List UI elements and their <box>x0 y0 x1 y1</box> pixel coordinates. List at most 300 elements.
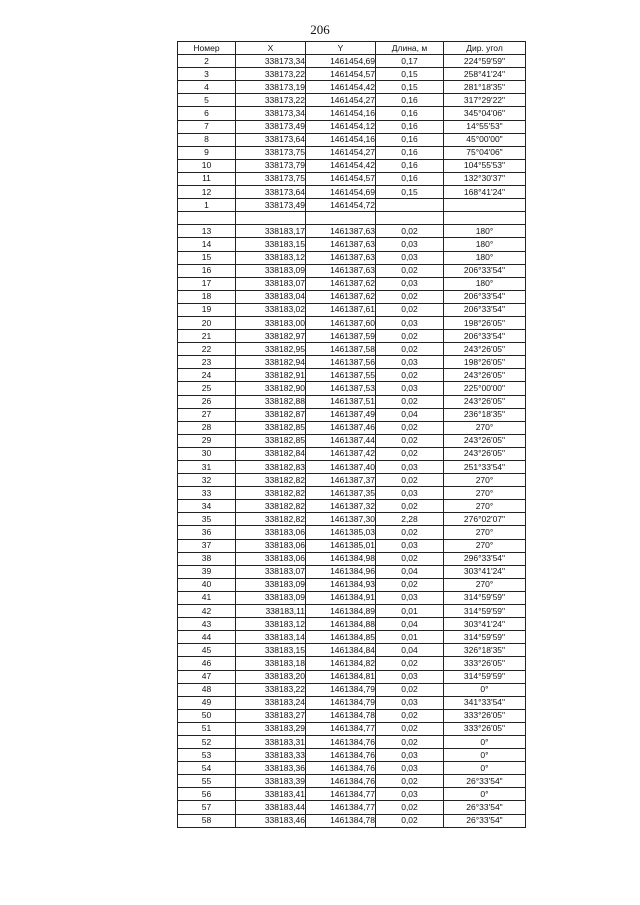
cell-y: 1461384,79 <box>306 696 376 709</box>
cell-x: 338183,07 <box>236 565 306 578</box>
cell-y: 1461387,40 <box>306 461 376 474</box>
cell-y: 1461384,77 <box>306 801 376 814</box>
cell-length: 0,02 <box>376 421 444 434</box>
cell-length: 0,16 <box>376 172 444 185</box>
table-row <box>178 172 526 185</box>
cell-x: 338183,41 <box>236 788 306 801</box>
cell-angle: 0° <box>444 735 526 748</box>
header-row <box>178 42 526 55</box>
cell-number: 8 <box>178 133 236 146</box>
cell-x <box>236 212 306 225</box>
cell-length: 0,01 <box>376 605 444 618</box>
cell-number: 4 <box>178 81 236 94</box>
cell-length: 0,02 <box>376 264 444 277</box>
cell-angle: 281°18'35" <box>444 81 526 94</box>
cell-x: 338183,09 <box>236 591 306 604</box>
cell-number: 24 <box>178 369 236 382</box>
cell-number: 51 <box>178 722 236 735</box>
cell-y: 1461384,77 <box>306 722 376 735</box>
table-row <box>178 605 526 618</box>
cell-y: 1461454,69 <box>306 55 376 68</box>
cell-angle: 45°00'00" <box>444 133 526 146</box>
cell-length: 0,03 <box>376 238 444 251</box>
cell-y: 1461454,16 <box>306 107 376 120</box>
cell-number: 45 <box>178 644 236 657</box>
table-row <box>178 199 526 212</box>
cell-number: 2 <box>178 55 236 68</box>
table-row <box>178 526 526 539</box>
cell-length: 0,02 <box>376 722 444 735</box>
cell-x: 338183,18 <box>236 657 306 670</box>
cell-angle: 333°26'05" <box>444 657 526 670</box>
cell-y: 1461384,76 <box>306 749 376 762</box>
table-row <box>178 801 526 814</box>
table-row <box>178 565 526 578</box>
cell-number: 1 <box>178 199 236 212</box>
table-row <box>178 408 526 421</box>
cell-y: 1461384,79 <box>306 683 376 696</box>
table-row <box>178 356 526 369</box>
cell-number: 41 <box>178 591 236 604</box>
cell-length: 0,03 <box>376 749 444 762</box>
cell-length: 0,03 <box>376 382 444 395</box>
cell-y: 1461384,91 <box>306 591 376 604</box>
cell-x: 338182,88 <box>236 395 306 408</box>
cell-length: 0,02 <box>376 447 444 460</box>
cell-number: 32 <box>178 474 236 487</box>
cell-angle: 276°02'07" <box>444 513 526 526</box>
cell-angle: 75°04'06" <box>444 146 526 159</box>
table-row <box>178 277 526 290</box>
cell-y: 1461454,57 <box>306 68 376 81</box>
cell-x: 338183,09 <box>236 264 306 277</box>
cell-y: 1461387,56 <box>306 356 376 369</box>
cell-number: 13 <box>178 225 236 238</box>
cell-x: 338183,36 <box>236 762 306 775</box>
cell-number: 6 <box>178 107 236 120</box>
cell-number <box>178 212 236 225</box>
table-row <box>178 762 526 775</box>
cell-angle: 317°29'22" <box>444 94 526 107</box>
cell-length: 0,16 <box>376 94 444 107</box>
table-row <box>178 316 526 329</box>
cell-x: 338182,82 <box>236 500 306 513</box>
cell-length: 0,02 <box>376 474 444 487</box>
cell-number: 31 <box>178 461 236 474</box>
cell-number: 19 <box>178 303 236 316</box>
cell-y: 1461387,30 <box>306 513 376 526</box>
cell-number: 14 <box>178 238 236 251</box>
cell-length: 0,02 <box>376 552 444 565</box>
cell-length: 0,02 <box>376 343 444 356</box>
header-y: Y <box>306 42 376 55</box>
cell-x: 338173,79 <box>236 159 306 172</box>
cell-angle: 270° <box>444 500 526 513</box>
cell-y: 1461454,27 <box>306 146 376 159</box>
cell-number: 29 <box>178 434 236 447</box>
cell-y: 1461387,42 <box>306 447 376 460</box>
cell-angle <box>444 199 526 212</box>
cell-length: 0,02 <box>376 578 444 591</box>
cell-x: 338183,06 <box>236 526 306 539</box>
cell-angle: 198°26'05" <box>444 316 526 329</box>
cell-y: 1461387,63 <box>306 251 376 264</box>
table-row <box>178 670 526 683</box>
table-row <box>178 749 526 762</box>
cell-y: 1461454,27 <box>306 94 376 107</box>
cell-y: 1461384,98 <box>306 552 376 565</box>
header-x: X <box>236 42 306 55</box>
cell-x: 338182,95 <box>236 343 306 356</box>
cell-x: 338182,82 <box>236 487 306 500</box>
table-row <box>178 552 526 565</box>
table-row <box>178 303 526 316</box>
cell-y: 1461384,76 <box>306 775 376 788</box>
cell-length: 0,16 <box>376 133 444 146</box>
cell-y: 1461387,44 <box>306 434 376 447</box>
table-row <box>178 631 526 644</box>
cell-x: 338183,27 <box>236 709 306 722</box>
cell-number: 34 <box>178 500 236 513</box>
table-row <box>178 395 526 408</box>
cell-length: 0,02 <box>376 330 444 343</box>
cell-number: 12 <box>178 186 236 199</box>
cell-length: 0,16 <box>376 146 444 159</box>
cell-y: 1461384,88 <box>306 618 376 631</box>
cell-y: 1461384,76 <box>306 762 376 775</box>
cell-number: 5 <box>178 94 236 107</box>
cell-length: 0,03 <box>376 487 444 500</box>
cell-y: 1461387,61 <box>306 303 376 316</box>
cell-angle: 270° <box>444 539 526 552</box>
cell-angle: 314°59'59" <box>444 605 526 618</box>
cell-length: 0,16 <box>376 159 444 172</box>
table-row <box>178 500 526 513</box>
cell-x: 338182,87 <box>236 408 306 421</box>
cell-y: 1461387,58 <box>306 343 376 356</box>
cell-x: 338182,94 <box>236 356 306 369</box>
table-row <box>178 696 526 709</box>
table-row <box>178 369 526 382</box>
table-row <box>178 788 526 801</box>
cell-number: 7 <box>178 120 236 133</box>
table-row <box>178 618 526 631</box>
cell-angle: 243°26'05" <box>444 369 526 382</box>
cell-angle: 104°55'53" <box>444 159 526 172</box>
table-row <box>178 68 526 81</box>
cell-length: 0,03 <box>376 251 444 264</box>
cell-angle: 251°33'54" <box>444 461 526 474</box>
cell-y: 1461387,63 <box>306 225 376 238</box>
table-row <box>178 290 526 303</box>
cell-y: 1461454,12 <box>306 120 376 133</box>
cell-x: 338183,06 <box>236 539 306 552</box>
table-row <box>178 94 526 107</box>
cell-x: 338173,75 <box>236 146 306 159</box>
table-row <box>178 539 526 552</box>
cell-number: 47 <box>178 670 236 683</box>
table-row <box>178 722 526 735</box>
table-row <box>178 709 526 722</box>
cell-x: 338182,85 <box>236 434 306 447</box>
cell-number: 15 <box>178 251 236 264</box>
cell-length: 0,02 <box>376 709 444 722</box>
cell-x: 338173,22 <box>236 94 306 107</box>
table-row <box>178 146 526 159</box>
cell-length: 0,02 <box>376 657 444 670</box>
cell-y: 1461384,78 <box>306 814 376 827</box>
cell-length: 0,16 <box>376 120 444 133</box>
cell-length: 0,02 <box>376 369 444 382</box>
cell-angle: 0° <box>444 762 526 775</box>
cell-y: 1461454,42 <box>306 159 376 172</box>
cell-angle: 333°26'05" <box>444 722 526 735</box>
cell-angle: 236°18'35" <box>444 408 526 421</box>
cell-angle: 326°18'35" <box>444 644 526 657</box>
cell-number: 17 <box>178 277 236 290</box>
cell-angle: 225°00'00" <box>444 382 526 395</box>
cell-angle: 296°33'54" <box>444 552 526 565</box>
cell-x: 338182,85 <box>236 421 306 434</box>
cell-y: 1461387,62 <box>306 290 376 303</box>
cell-number: 43 <box>178 618 236 631</box>
cell-x: 338183,11 <box>236 605 306 618</box>
cell-angle: 333°26'05" <box>444 709 526 722</box>
cell-y: 1461387,63 <box>306 238 376 251</box>
cell-x: 338182,97 <box>236 330 306 343</box>
cell-x: 338183,14 <box>236 631 306 644</box>
cell-number: 21 <box>178 330 236 343</box>
cell-x: 338183,04 <box>236 290 306 303</box>
cell-number: 33 <box>178 487 236 500</box>
cell-number: 50 <box>178 709 236 722</box>
cell-angle: 180° <box>444 277 526 290</box>
table-row <box>178 578 526 591</box>
cell-x: 338182,84 <box>236 447 306 460</box>
cell-length: 0,04 <box>376 408 444 421</box>
cell-x: 338173,49 <box>236 199 306 212</box>
cell-number: 35 <box>178 513 236 526</box>
cell-angle: 0° <box>444 683 526 696</box>
cell-y <box>306 212 376 225</box>
cell-number: 36 <box>178 526 236 539</box>
cell-length: 0,02 <box>376 225 444 238</box>
cell-y: 1461454,57 <box>306 172 376 185</box>
cell-angle: 243°26'05" <box>444 343 526 356</box>
cell-length: 0,15 <box>376 68 444 81</box>
cell-length: 0,16 <box>376 107 444 120</box>
cell-length: 0,03 <box>376 788 444 801</box>
cell-x: 338183,44 <box>236 801 306 814</box>
cell-length: 0,02 <box>376 500 444 513</box>
cell-number: 26 <box>178 395 236 408</box>
cell-angle: 258°41'24" <box>444 68 526 81</box>
cell-angle: 270° <box>444 578 526 591</box>
cell-angle: 206°33'54" <box>444 264 526 277</box>
cell-y: 1461384,96 <box>306 565 376 578</box>
cell-y: 1461384,82 <box>306 657 376 670</box>
table-row <box>178 186 526 199</box>
cell-angle: 270° <box>444 474 526 487</box>
cell-x: 338173,34 <box>236 55 306 68</box>
table-row <box>178 107 526 120</box>
table-row <box>178 775 526 788</box>
cell-number: 46 <box>178 657 236 670</box>
cell-number: 20 <box>178 316 236 329</box>
cell-y: 1461387,51 <box>306 395 376 408</box>
cell-x: 338183,31 <box>236 735 306 748</box>
table-row <box>178 120 526 133</box>
cell-x: 338183,29 <box>236 722 306 735</box>
cell-number: 58 <box>178 814 236 827</box>
cell-number: 9 <box>178 146 236 159</box>
cell-number: 16 <box>178 264 236 277</box>
cell-y: 1461387,62 <box>306 277 376 290</box>
table-row <box>178 264 526 277</box>
cell-y: 1461384,81 <box>306 670 376 683</box>
cell-y: 1461387,32 <box>306 500 376 513</box>
cell-length: 0,02 <box>376 395 444 408</box>
cell-y: 1461387,55 <box>306 369 376 382</box>
cell-x: 338183,12 <box>236 618 306 631</box>
table-row <box>178 251 526 264</box>
cell-x: 338183,15 <box>236 644 306 657</box>
cell-y: 1461454,42 <box>306 81 376 94</box>
cell-length: 0,01 <box>376 631 444 644</box>
table-row <box>178 657 526 670</box>
cell-number: 38 <box>178 552 236 565</box>
cell-x: 338183,33 <box>236 749 306 762</box>
table-row <box>178 683 526 696</box>
table-header <box>178 42 526 55</box>
cell-angle: 243°26'05" <box>444 447 526 460</box>
table-row <box>178 447 526 460</box>
table-row <box>178 55 526 68</box>
cell-y: 1461384,85 <box>306 631 376 644</box>
cell-angle: 0° <box>444 749 526 762</box>
cell-number: 49 <box>178 696 236 709</box>
cell-length: 0,02 <box>376 434 444 447</box>
cell-y: 1461387,63 <box>306 264 376 277</box>
cell-angle: 314°59'59" <box>444 591 526 604</box>
table-row <box>178 81 526 94</box>
cell-length: 0,03 <box>376 356 444 369</box>
cell-x: 338173,34 <box>236 107 306 120</box>
cell-y: 1461454,72 <box>306 199 376 212</box>
cell-number: 39 <box>178 565 236 578</box>
cell-number: 18 <box>178 290 236 303</box>
cell-angle: 341°33'54" <box>444 696 526 709</box>
cell-number: 37 <box>178 539 236 552</box>
cell-x: 338183,00 <box>236 316 306 329</box>
cell-length <box>376 199 444 212</box>
cell-number: 40 <box>178 578 236 591</box>
cell-angle: 303°41'24" <box>444 565 526 578</box>
cell-length <box>376 212 444 225</box>
cell-length: 0,03 <box>376 591 444 604</box>
cell-angle: 243°26'05" <box>444 395 526 408</box>
cell-number: 23 <box>178 356 236 369</box>
cell-length: 0,03 <box>376 670 444 683</box>
cell-x: 338173,49 <box>236 120 306 133</box>
table-body <box>178 55 526 828</box>
cell-x: 338182,82 <box>236 474 306 487</box>
cell-length: 0,04 <box>376 618 444 631</box>
cell-y: 1461387,35 <box>306 487 376 500</box>
table-row <box>178 382 526 395</box>
coordinates-table <box>177 41 526 828</box>
cell-length: 0,02 <box>376 735 444 748</box>
cell-length: 0,03 <box>376 539 444 552</box>
cell-length: 0,03 <box>376 696 444 709</box>
cell-length: 0,03 <box>376 316 444 329</box>
cell-length: 0,02 <box>376 814 444 827</box>
cell-angle: 243°26'05" <box>444 434 526 447</box>
cell-y: 1461385,03 <box>306 526 376 539</box>
cell-number: 48 <box>178 683 236 696</box>
cell-y: 1461387,46 <box>306 421 376 434</box>
cell-number: 44 <box>178 631 236 644</box>
cell-y: 1461384,76 <box>306 735 376 748</box>
cell-number: 52 <box>178 735 236 748</box>
cell-length: 0,03 <box>376 461 444 474</box>
table-row <box>178 513 526 526</box>
table-row <box>178 238 526 251</box>
cell-angle: 198°26'05" <box>444 356 526 369</box>
header-length: Длина, м <box>376 42 444 55</box>
cell-x: 338182,90 <box>236 382 306 395</box>
cell-angle: 26°33'54" <box>444 814 526 827</box>
cell-angle: 270° <box>444 526 526 539</box>
cell-x: 338183,24 <box>236 696 306 709</box>
cell-angle: 0° <box>444 788 526 801</box>
cell-x: 338173,64 <box>236 133 306 146</box>
cell-number: 53 <box>178 749 236 762</box>
table-row <box>178 133 526 146</box>
cell-length: 0,17 <box>376 55 444 68</box>
header-number: Номер <box>178 42 236 55</box>
cell-angle: 345°04'06" <box>444 107 526 120</box>
cell-x: 338183,09 <box>236 578 306 591</box>
cell-angle: 270° <box>444 487 526 500</box>
cell-y: 1461387,53 <box>306 382 376 395</box>
table-row <box>178 487 526 500</box>
cell-length: 0,02 <box>376 303 444 316</box>
cell-x: 338183,06 <box>236 552 306 565</box>
cell-length: 0,02 <box>376 801 444 814</box>
cell-angle: 206°33'54" <box>444 290 526 303</box>
table-row <box>178 814 526 827</box>
cell-number: 10 <box>178 159 236 172</box>
cell-x: 338182,83 <box>236 461 306 474</box>
table-row <box>178 474 526 487</box>
cell-angle <box>444 212 526 225</box>
table-row <box>178 421 526 434</box>
cell-x: 338173,19 <box>236 81 306 94</box>
cell-angle: 206°33'54" <box>444 303 526 316</box>
cell-x: 338183,46 <box>236 814 306 827</box>
table-row <box>178 735 526 748</box>
cell-angle: 314°59'59" <box>444 670 526 683</box>
cell-y: 1461454,69 <box>306 186 376 199</box>
cell-y: 1461387,49 <box>306 408 376 421</box>
cell-length: 0,02 <box>376 683 444 696</box>
cell-number: 54 <box>178 762 236 775</box>
cell-number: 11 <box>178 172 236 185</box>
cell-x: 338183,17 <box>236 225 306 238</box>
cell-y: 1461384,93 <box>306 578 376 591</box>
cell-x: 338183,20 <box>236 670 306 683</box>
